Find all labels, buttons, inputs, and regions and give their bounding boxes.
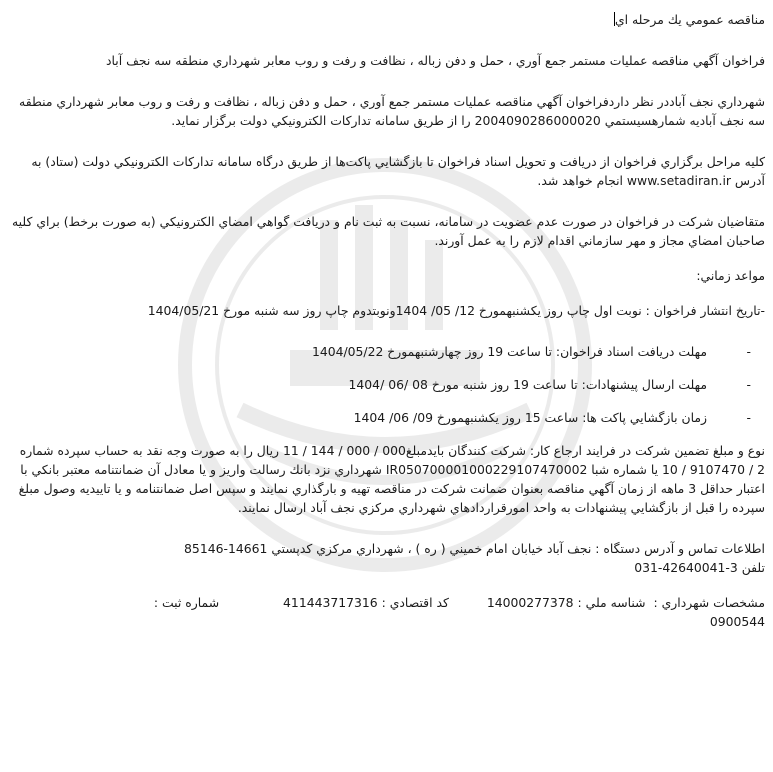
list-bullet: - — [746, 410, 751, 425]
publish-date: -تاريخ انتشار فراخوان : نوبت اول چاپ روز يكشنبهمورخ 12/ 05/ 1404ونوبتدوم چاپ روز سه شنبه مورخ 1404/05/21 — [147, 303, 765, 318]
guarantee-paragraph: نوع و مبلغ تضمين شركت در فرايند ارجاع كار: شركت كنندگان بايدمبلغ000 / 000 / 144 / 11 ريال را به صورت وجه نقد به حساب سپرده شماره 2 / 9107470 / 10 يا شماره شبا IR050700001000229107470002 شهرداري نزد بانك رسالت واريز و يا معادل آن ضمانتنامه معتبر بانكي با اعتبار حداقل 3 ماهه از زمان آگهي مناقصه بعنوان ضمانت شركت در مناقصه تهيه و بارگذاري نمايند و سپس اصل ضمانتنامه و يا تاييديه وصول مبلغ سپرده را قبل از بازگشايي پيشنهادات به واحد امورقراردادهاي شهرداري مركزي نجف آباد ارسال نمايند. — [18, 443, 765, 515]
announcement-heading: فراخوان آگهي مناقصه عمليات مستمر جمع آوري ، حمل و دفن زباله ، نظافت و رفت و روب معابر شهرداري منطقه سه نجف آباد — [105, 53, 765, 68]
contact-phone: تلفن 3-42640041-031 — [634, 560, 765, 575]
list-bullet: - — [746, 344, 751, 359]
deadline-item — [10, 375, 765, 394]
list-bullet: - — [746, 377, 751, 392]
contact-address: اطلاعات تماس و آدرس دستگاه : نجف آباد خيابان امام خميني ( ره ) ، شهرداري مركزي كدپستي 14661-85146 — [184, 541, 765, 556]
deadline-item — [10, 408, 765, 427]
deadline-opening: زمان بازگشايي پاكت ها: ساعت 15 روز يكشنبهمورخ 09/ 06/ 1404 — [353, 410, 707, 425]
registration-number: 0900544 — [709, 614, 765, 629]
economic-code: كد اقتصادي : 411443717316 — [283, 595, 449, 610]
schedule-heading: مواعد زماني: — [696, 268, 765, 283]
applicants-paragraph: متقاضيان شركت در فراخوان در صورت عدم عضويت در سامانه، نسبت به ثبت نام و دريافت گواهي امضاي الكترونيكي (به صورت برخط) براي كليه صاحبان امضاي مجاز و مهر سازماني اقدام لازم را به عمل آورند. — [12, 214, 765, 248]
stages-paragraph: كليه مراحل برگزاري فراخوان از دريافت و تحويل اسناد فراخوان تا بازگشايي پاكت‌ها از طريق درگاه سامانه تداركات الكترونيكي دولت (ستاد) به آدرس www.setadiran.ir انجام خواهد شد. — [31, 154, 765, 188]
ids-label: مشخصات شهرداري : — [653, 595, 765, 610]
deadline-proposals: مهلت ارسال پيشنهادات: تا ساعت 19 روز شنبه مورخ 08 /06 /1404 — [348, 377, 707, 392]
national-id: شناسه ملي : 14000277378 — [486, 595, 646, 610]
deadline-item — [10, 342, 765, 361]
deadline-documents: مهلت دريافت اسناد فراخوان: تا ساعت 19 روز چهارشنبهمورخ 1404/05/22 — [311, 344, 707, 359]
municipality-ids — [10, 593, 765, 612]
intro-paragraph: شهرداري نجف آباددر نظر داردفراخوان آگهي مناقصه عمليات مستمر جمع آوري ، حمل و دفن زباله ، نظافت و رفت و روب معابر شهرداري منطقه سه نجف آباديه شمارهسيستمي 2004090286000020 را از طريق سامانه تداركات الكترونيكي دولت برگزار نمايد. — [19, 94, 765, 128]
page-title: مناقصه عمومي يك مرحله اي — [614, 12, 765, 27]
registration-label: شماره ثبت : — [153, 595, 220, 610]
